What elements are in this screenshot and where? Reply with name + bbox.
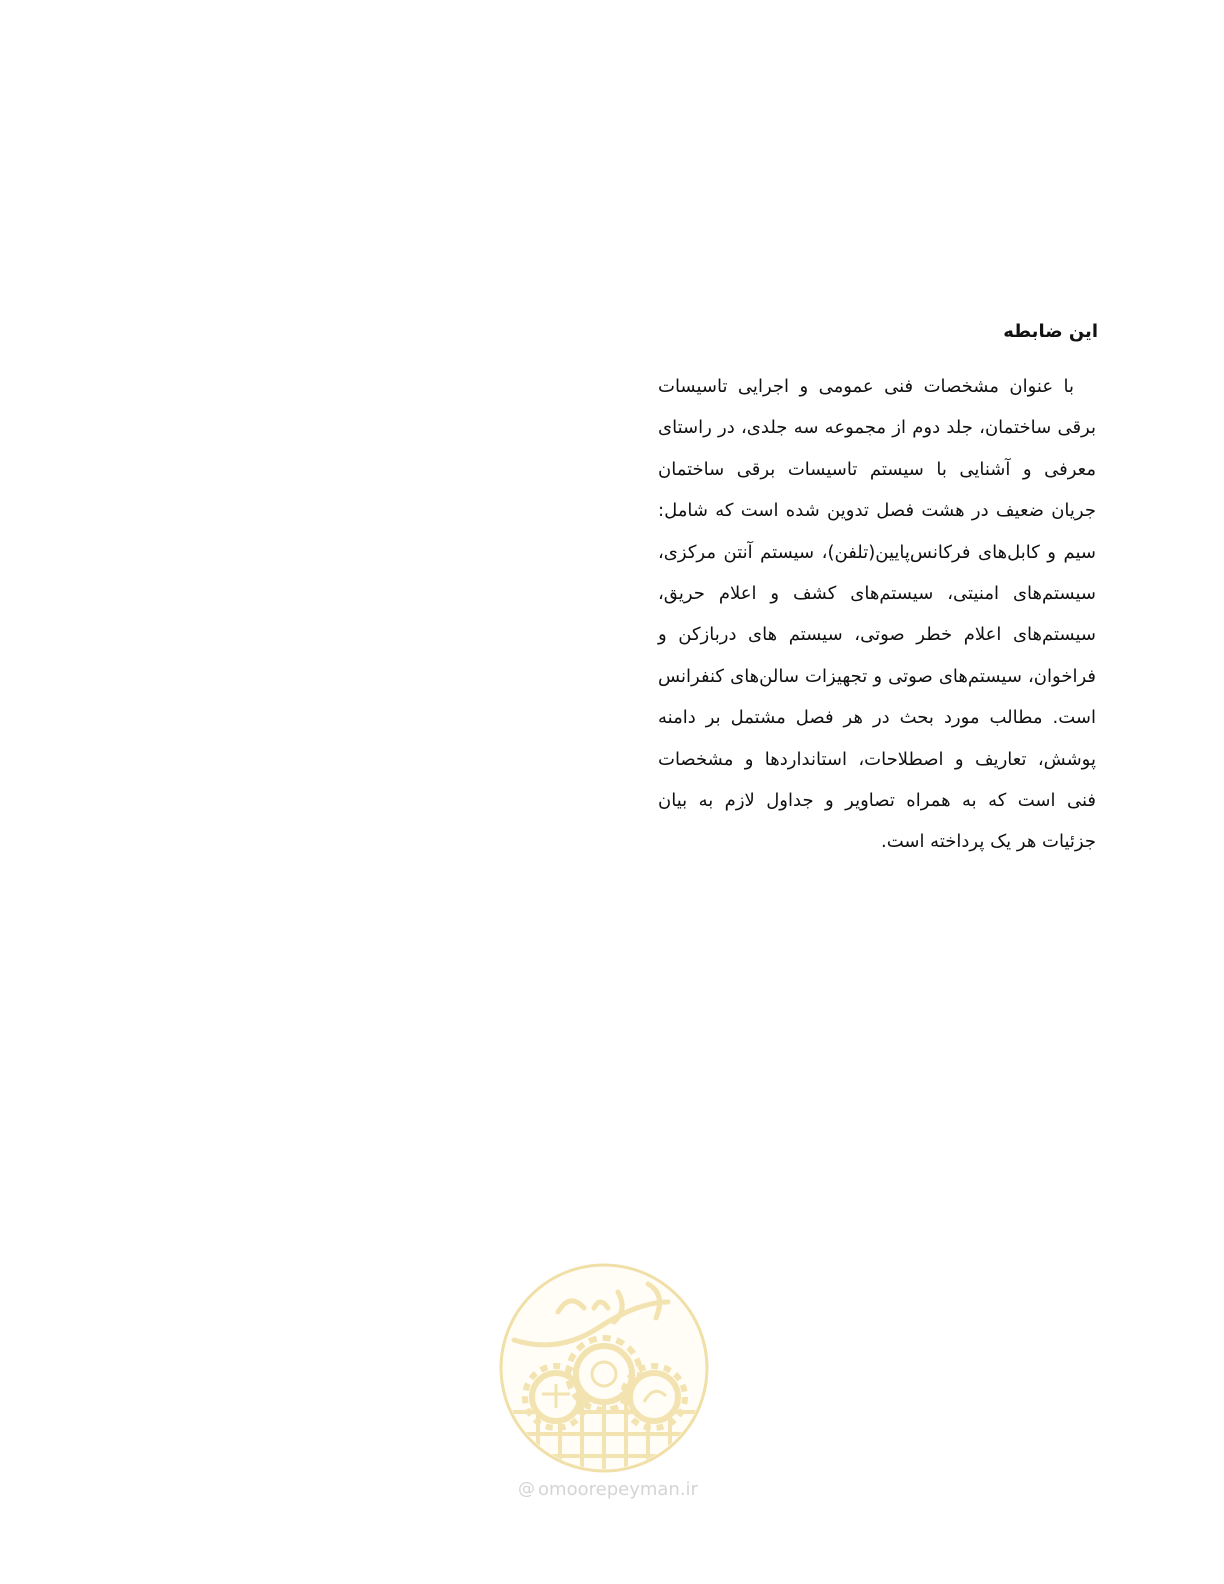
at-icon: @ — [518, 1479, 536, 1499]
watermark-url-text: omoorepeyman.ir — [538, 1478, 698, 1500]
watermark-seal — [498, 1262, 710, 1474]
watermark-url — [508, 1477, 708, 1501]
body-paragraph: با عنوان مشخصات فنی عمومی و اجرایی تاسیسات برقی ساختمان، جلد دوم از مجموعه سه جلدی، در راستای معرفی و آشنایی با سیستم تاسیسات برقی ساختمان جریان ضعیف در هشت فصل تدوین شده است که شامل: سیم و کابل‌های فرکانس‌پایین(تلفن)، سیستم آنتن مرکزی، سیستم‌های امنیتی، سیستم‌های کشف و اعلام حریق، سیستم‌های اعلام خطر صوتی، سیستم های دربازکن و فراخوان، سیستم‌های صوتی و تجهیزات سالن‌های کنفرانس است. مطالب مورد بحث در هر فصل مشتمل بر دامنه پوشش، تعاریف و اصطلاحات، استانداردها و مشخصات فنی است که به همراه تصاویر و جداول لازم به بیان جزئیات هر یک پرداخته است. — [658, 376, 1096, 853]
section-heading: این ضابطه — [1003, 321, 1098, 342]
seal-logo-icon — [498, 1262, 710, 1474]
